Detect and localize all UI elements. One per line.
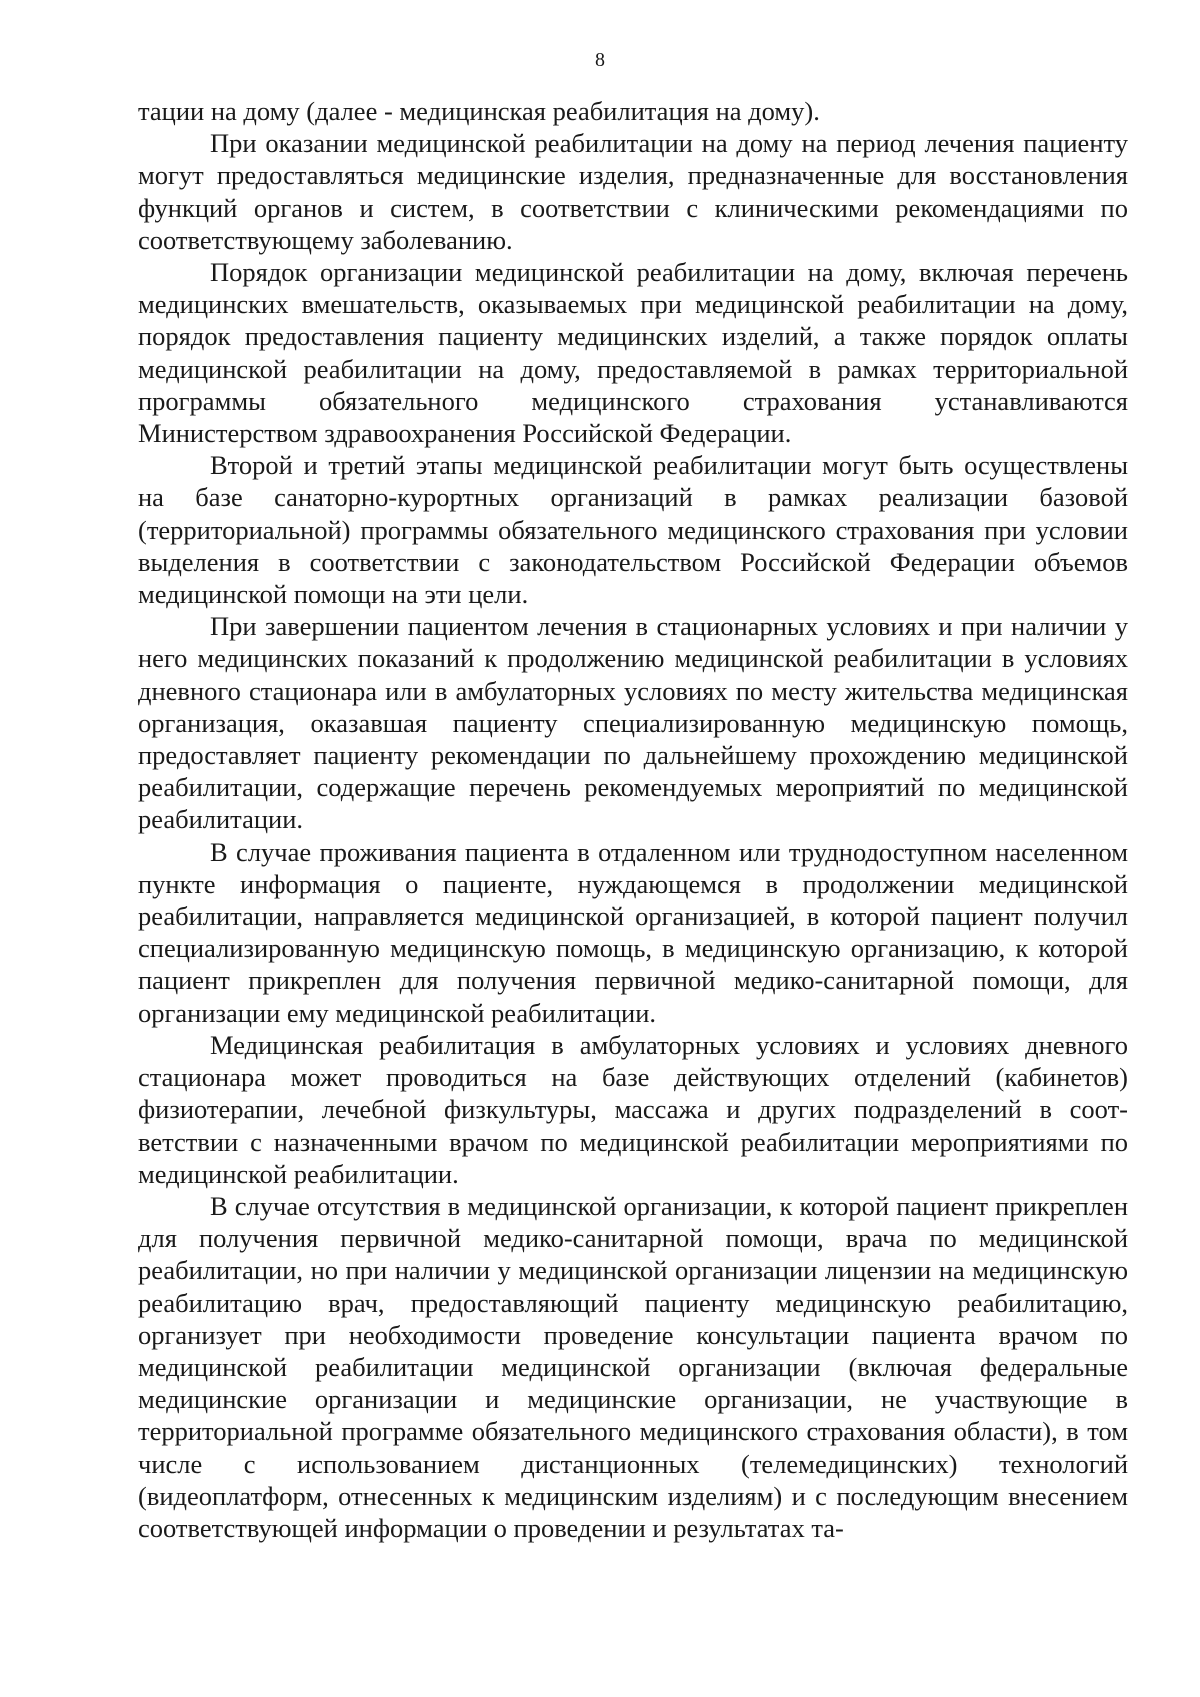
paragraph-home-rehab-procedure: Порядок организации медицинской реабилитации на дому, включая перечень медицинских вмешательств, оказываемых при медицинской реабилитации на дому, порядок предоставления пациенту медицинских изделий, а также порядок оплаты медицинской реабилитации на дому, предоставляемой в рамках территориальной программы обязательного медицинского страхования устанавливаются Министерством здравоохранения Российской Федерации. <box>138 257 1128 449</box>
paragraph-remote-settlement: В случае проживания пациента в отдаленном или труднодоступном населенном пункте информация о пациенте, нуждающемся в продолжении медицинской реабилитации, направляется медицинской организацией, в которой пациент получил специализированную медицинскую помощь, в медицинскую организацию, к которой пациент прикреплен для получения первичной медико-санитарной помощи, для организации ему медицинской реабилитации. <box>138 836 1128 1028</box>
paragraph-sanatorium-stages: Второй и третий этапы медицинской реабилитации могут быть осуществлены на базе санаторно-курортных организаций в рамках реализации базовой (территориальной) программы обязательного медицинского страхования при условии выделения в соответствии с законодательством Российской Федерации объемов медицинской помощи на эти цели. <box>138 450 1128 610</box>
paragraph-continuation: тации на дому (далее - медицинская реабилитация на дому). <box>138 96 820 126</box>
paragraph-medical-devices: При оказании медицинской реабилитации на дому на период лечения пациенту могут предоставляться медицинские изделия, предназначенные для восстановления функций органов и систем, в соответствии с клиническими рекомендациями по соответствующему заболеванию. <box>138 128 1128 255</box>
document-body <box>138 95 1128 1544</box>
paragraph-outpatient-rehab: Медицинская реабилитация в амбулаторных условиях и условиях дневного стационара может проводиться на базе действующих отделений (кабинетов) физиотерапии, лечебной физкультуры, массажа и других подразделений в соответствии с назначенными врачом по медицинской реабилитации мероприятиями по медицинской реабилитации. <box>138 1029 1128 1189</box>
paragraph-discharge-recommendations: При завершении пациентом лечения в стационарных условиях и при наличии у него медицинских показаний к продолжению медицинской реабилитации в условиях дневного стационара или в амбулаторных условиях по месту жительства медицинская организация, оказавшая пациенту специализированную медицинскую помощь, предоставляет пациенту рекомендации по дальнейшему прохождению медицинской реабилитации, содержащие перечень рекомендуемых мероприятий по медицинской реабилитации. <box>138 611 1128 835</box>
paragraph-consultation: В случае отсутствия в медицинской организации, к которой пациент прикреплен для получения первичной медико-санитарной помощи, врача по медицинской реабилитации, но при наличии у медицинской организации лицензии на медицинскую реабилитацию врач, предоставляющий пациенту медицинскую реабилитацию, организует при необходимости проведение консультации пациента врачом по медицинской реабилитации медицинской организации (включая федеральные медицинские организации и медицинские организации, не участвующие в территориальной программе обязательного медицинского страхования области), в том числе с использованием дистанционных (телемедицинских) технологий (видеоплатформ, отнесенных к медицинским изделиям) и с последующим внесением соответствующей информации о проведении и результатах та- <box>138 1190 1128 1543</box>
page-number: 8 <box>595 49 605 71</box>
